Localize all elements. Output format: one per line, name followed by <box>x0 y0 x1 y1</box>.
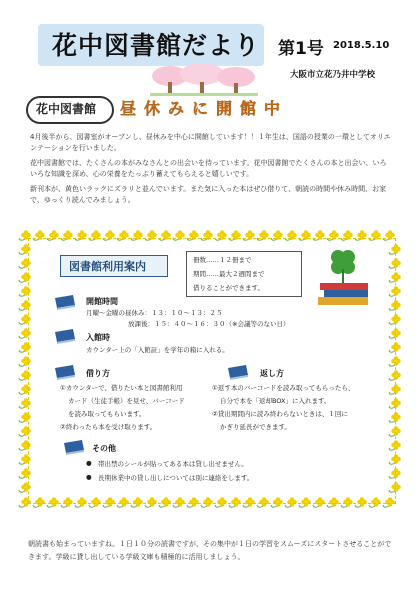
hours-after-school: 放課後：１５：４０～１６：３０（※会議等のない日） <box>128 320 290 328</box>
book-icon <box>62 438 86 455</box>
intro-paragraph-3: 新刊本が、黄色いラックにズラリと並んでいます。また気に入った本はぜひ借りて、朝読の時間や休み時間、お家で、ゆっくり読んでみましょう。 <box>30 185 387 204</box>
other-label: その他 <box>92 444 116 453</box>
other-item-2: 長期休業中の貸し出しについては別に連絡をします。 <box>98 474 254 482</box>
book-icon <box>53 327 77 344</box>
return-line-1: ①返す本のバーコードを読み取ってもらったら、 <box>212 384 355 392</box>
borrow-line-1: ①カウンターで、借りたい本と図書館利用 <box>60 384 183 392</box>
bullet-icon: ● <box>86 473 92 481</box>
borrow-line-2: カード（生徒手帳）を見せ、バーコード <box>68 397 185 405</box>
return-label: 返し方 <box>260 369 284 378</box>
library-badge-label: 花中図書館 <box>36 102 97 116</box>
loan-rule-period: 期間……最大２週間まで <box>193 270 265 278</box>
school-name: 大阪市立花乃井中学校 <box>290 70 376 80</box>
hours-label: 開館時間 <box>86 297 118 306</box>
borrow-label: 借り方 <box>86 369 110 378</box>
entry-text: カウンター上の「入館証」を学年の箱に入れる。 <box>86 346 229 354</box>
borrow-line-3: を読み取ってもらいます。 <box>68 410 146 418</box>
borrow-line-4: ②終わったら本を受け取ります。 <box>60 423 157 431</box>
loan-rule-count: 冊数……１２冊まで <box>193 256 252 264</box>
newsletter-title: 花中図書館だより <box>52 31 261 60</box>
cherry-blossom-illustration <box>150 62 258 96</box>
book-icon <box>53 363 77 380</box>
issue-date: 2018.5.10 <box>333 40 390 51</box>
entry-label: 入館時 <box>86 333 110 342</box>
section-heading: 昼休みに開館中 <box>120 99 289 118</box>
bullet-icon: ● <box>86 459 92 467</box>
clover-books-illustration <box>314 245 374 307</box>
hours-weekday: 月曜～金曜の昼休み：１３：１０～１３：２５ <box>86 309 223 317</box>
issue-number: 第1号 <box>278 39 324 59</box>
return-line-4: かぎり延長ができます。 <box>220 423 291 431</box>
other-item-1: 帯出禁のシールが貼ってある本は貸し出せません。 <box>98 460 248 468</box>
intro-paragraph-2: 花中図書館では、たくさんの本がみなさんとの出会いを待っています。花中図書館でたくさんの本と出会い、いろいろな知識を深め、心の栄養をたっぷり蓄えてもらえると嬉しいです。 <box>30 159 387 178</box>
book-icon <box>226 363 250 380</box>
intro-paragraph-1: 4月後半から、図書室がオープンし、昼休みを中心に開館しています！！１年生は、国語の授業の一環としてオリエンテーションを行いました。 <box>30 133 391 152</box>
book-icon <box>53 293 77 310</box>
return-line-3: ②貸出期間内に読み終わらないときは、１回に <box>212 410 348 418</box>
return-line-2: 自分で本を「返却BOX」に入れます。 <box>220 397 331 405</box>
closing-paragraph: 朝読書も始まっていますね。１日１０分の読書ですが、その集中が１日の学習をスムーズにスタートさせることができます。学級に貸し出している学級文庫も積極的に活用しましょう。 <box>28 540 392 561</box>
guide-title: 図書館利用案内 <box>69 260 146 273</box>
loan-rule-note: 借りることができます。 <box>193 284 264 292</box>
